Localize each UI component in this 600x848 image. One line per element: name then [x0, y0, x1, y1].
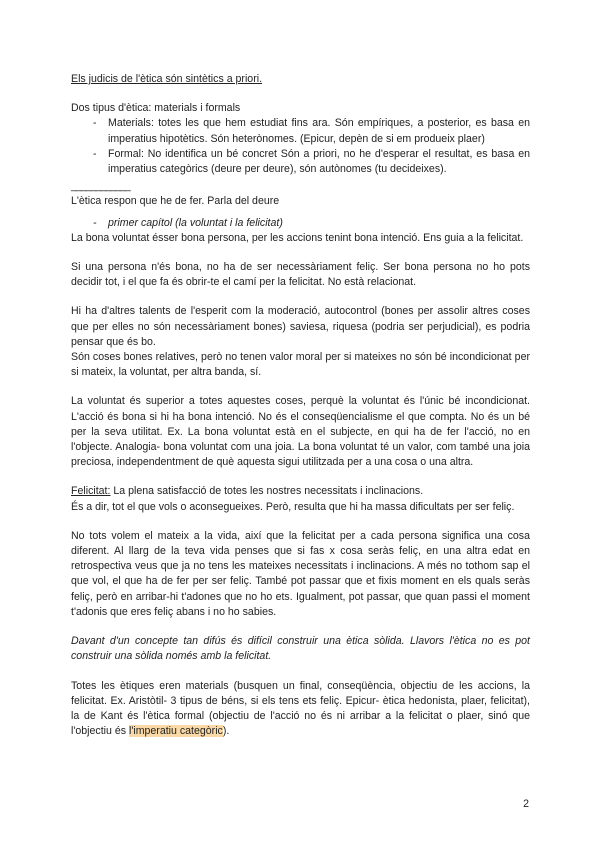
paragraph-good-will: La bona voluntat ésser bona persona, per les accions tenint bona intenció. Ens guia a la felicitat.: [71, 231, 524, 244]
chapter-list: [71, 216, 530, 231]
duty-line: L'ètica respon que he de fer. Parla del deure: [71, 195, 280, 208]
felicitat-label: Felicitat:: [71, 485, 111, 498]
list-item-formal: - Formal: No identifica un bé concret Són a priori, no he d'esperar el resultat, es basa en imperatius categòrics (deure per deure), són autònomes (tu decideixes).: [71, 147, 530, 177]
paragraph-diffuse-concept: Davant d'un concepte tan difús és difícil construir una ètica sòlida. Llavors l'ètica no es pot construir una sòlida només amb la felicitat.: [71, 635, 530, 663]
material-ethics-text: Totes les ètiques eren materials (busquen un final, conseqüència, objectiu de les accions, la felicitat. Ex. Aristòtil- 3 tipus de béns, si els tens ets feliç. Epicur- ètica hedonista, plaer, felicitat), la de Kant és l'ètica formal (objectiu de l'acció no és ni arribar a la felicitat o plaer, sinó que l'objectiu és: [71, 679, 530, 738]
paragraph-not-same: No tots volem el mateix a la vida, així que la felicitat per a cada persona significa una cosa diferent. Al llarg de la teva vida penses que si fas x cosa seràs feliç, en una altra edat en retrospectiva veus que ja no tens les mateixes necessitats i inclinacions. A més no tothom sap el que vol, el que ha de fer per ser feliç. També pot passar que et fixis moment en els quals seràs feliç, però en arribar-hi t'adones que no ho ets. Igualment, pot passar, que quan passi el moment t'adonis que eres feliç abans i no ho sabies.: [71, 529, 530, 618]
material-ethics-end: ).: [222, 725, 230, 738]
paragraph-good-person: Si una persona n'és bona, no ha de ser necessàriament feliç. Ser bona persona no ho pots decidir tot, i el que fa és obrir-te el camí per la felicitat. No està relacionat.: [71, 261, 530, 289]
paragraph-talents: Hi ha d'altres talents de l'esperit com la moderació, autocontrol (bones per assolir altres coses que per elles no són necessàriament bones) saviesa, riquesa (podria ser perjudicial), es podria pensar que és bo.: [71, 305, 530, 348]
types-intro: Dos tipus d'ètica: materials i formals: [71, 102, 241, 115]
paragraph-felicitat-cont: És a dir, tot el que vols o aconsegueixes. Però, resulta que hi ha massa dificultats per ser feliç.: [71, 500, 515, 513]
paragraph-relative-goods: Són coses bones relatives, però no tenen valor moral per si mateixes no són bé incondicionat per si mateix, la voluntat, per altra banda, sí.: [71, 351, 530, 379]
list-item-materials: - Materials: totes les que hem estudiat fins ara. Són empíriques, a posterior, es basa en imperatius hipotètics. Són heterònomes. (Epicur, depèn de si em produeix plaer): [71, 116, 530, 146]
page-number: 2: [523, 798, 529, 810]
felicitat-definition: La plena satisfacció de totes les nostres necessitats i inclinacions.: [110, 485, 424, 498]
paragraph-material-ethics: [71, 679, 530, 740]
separator-line: ____________: [71, 180, 130, 193]
section-heading: Els judicis de l'ètica són sintètics a priori.: [71, 73, 263, 85]
highlighted-term: l'imperatiu categòric: [128, 725, 223, 738]
paragraph-felicitat: [71, 484, 530, 499]
chapter-bullet: - primer capítol (la voluntat i la felicitat): [71, 216, 530, 231]
types-list: [71, 116, 530, 177]
paragraph-will-superior: La voluntat és superior a totes aquestes coses, perquè la voluntat és l'únic bé incondicionat. L'acció és bona si hi ha bona intenció. No és el conseqüencialisme el que compta. No és un bé per la seva utilitat. Ex. La bona voluntat està en el subjecte, en qui ha de fer l'acció, no en l'objecte. Analogia- bona voluntat com una joia. La bona voluntat té un valor, com també una joia preciosa, independentment de què aquesta sigui utilitzada per a una cosa o una altra.: [71, 395, 530, 469]
document-page: [71, 72, 530, 739]
